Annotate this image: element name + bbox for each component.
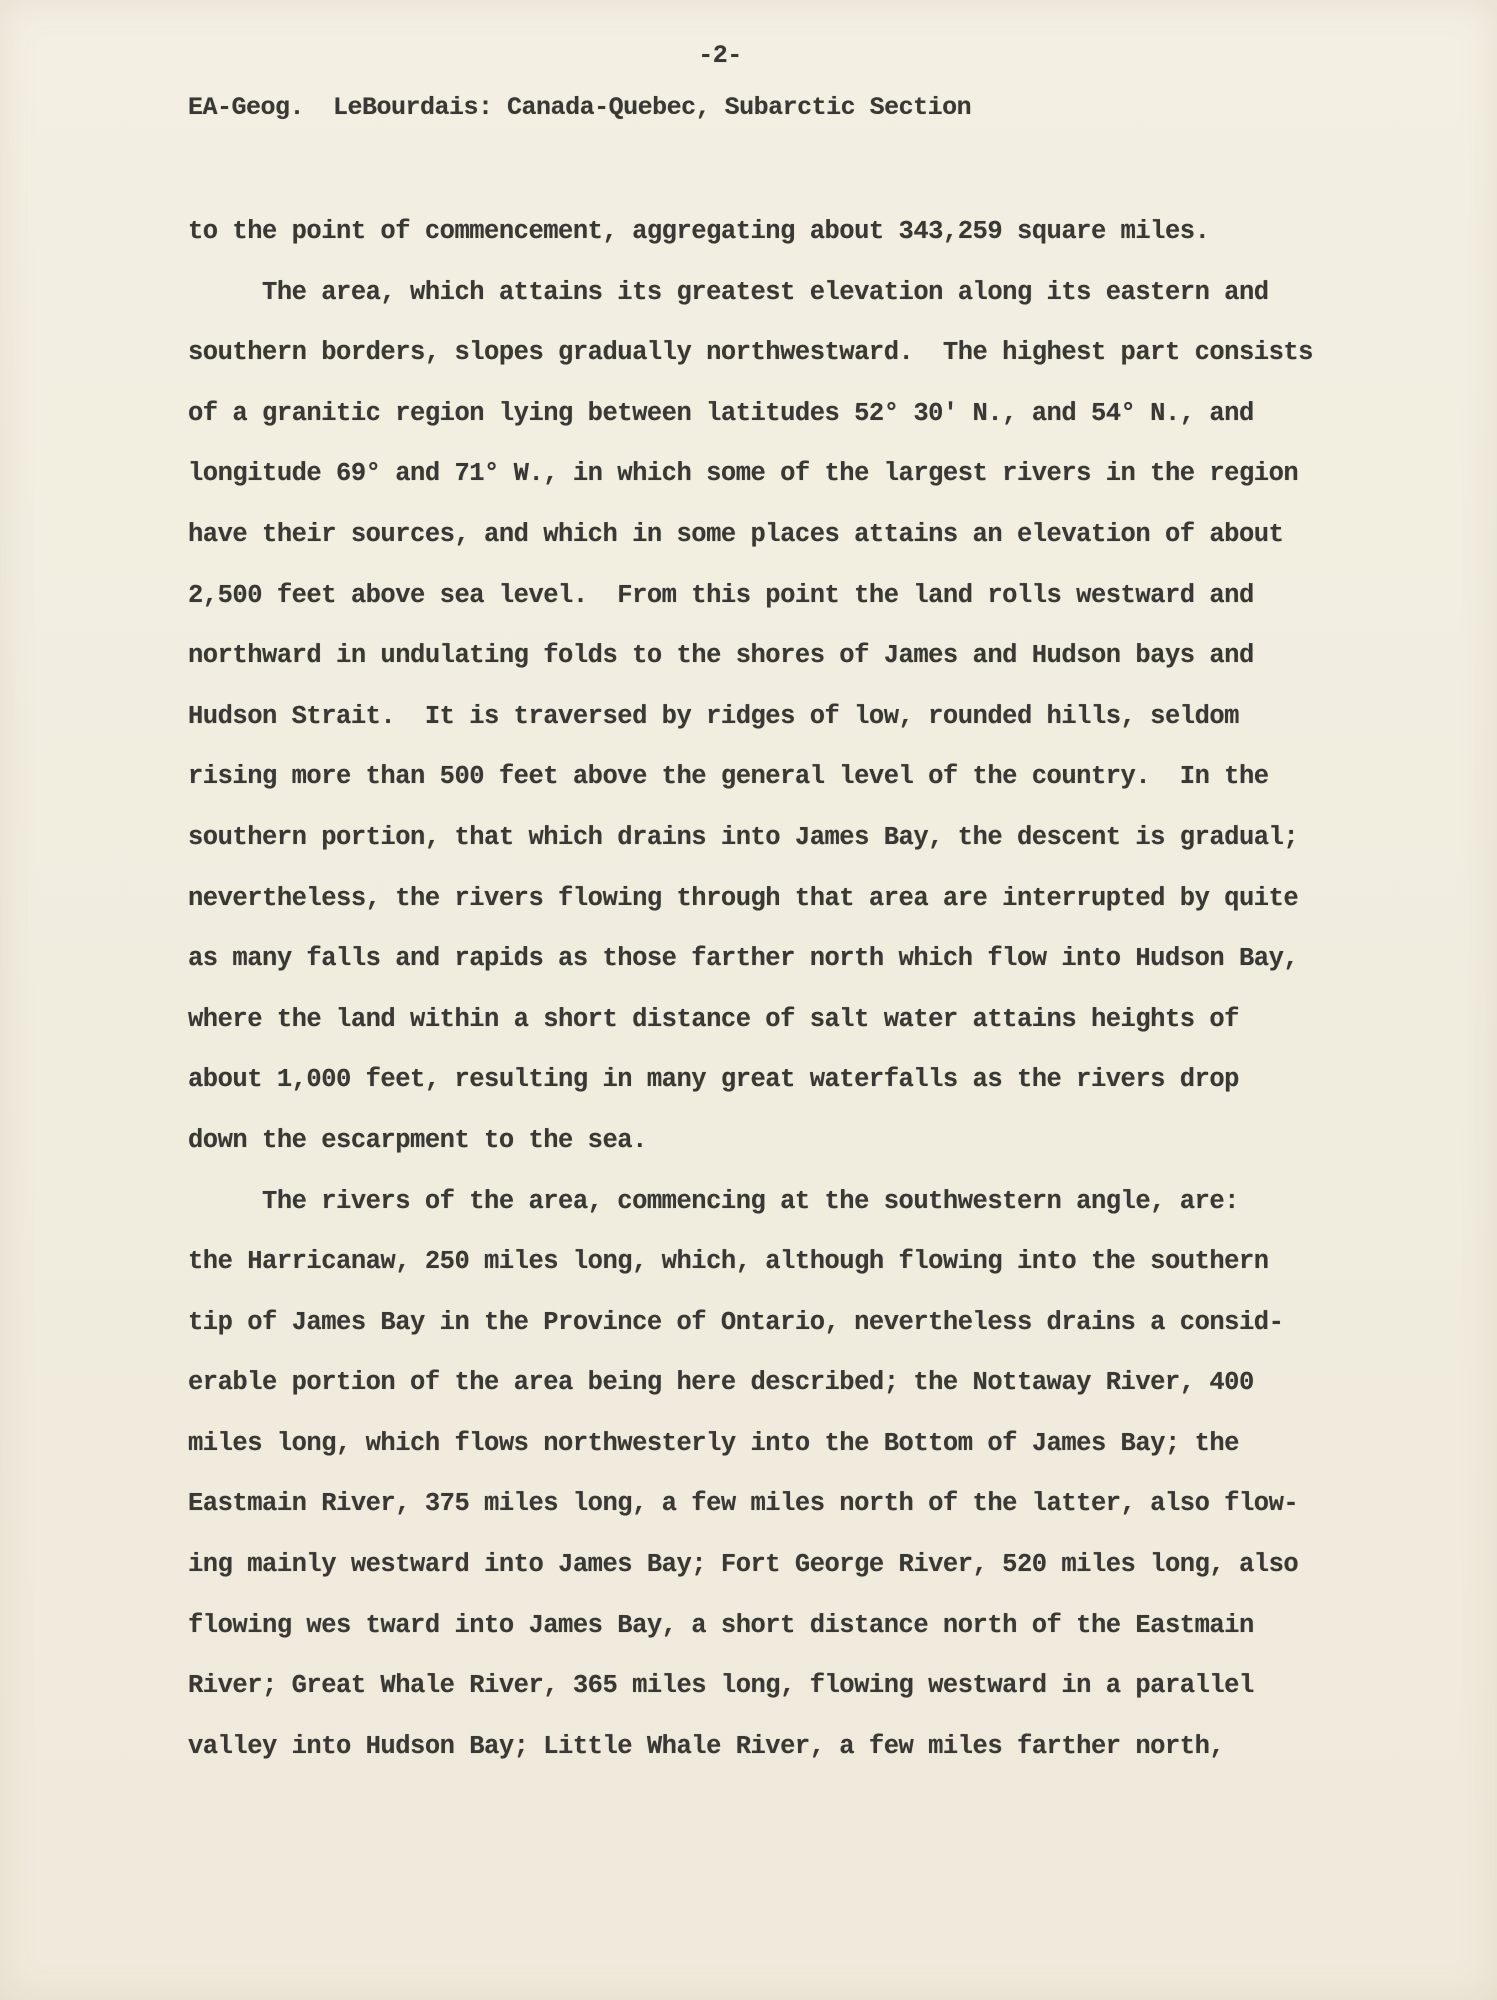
text-line: flowing wes tward into James Bay, a short distance north of the Eastmain (188, 1610, 1254, 1640)
text-line: The rivers of the area, commencing at the southwestern angle, are: (188, 1186, 1239, 1216)
text-line: erable portion of the area being here described; the Nottaway River, 400 (188, 1368, 1254, 1398)
text-line: The area, which attains its greatest elevation along its eastern and (188, 277, 1269, 307)
text-line: longitude 69° and 71° W., in which some of the largest rivers in the region (188, 459, 1299, 489)
text-line: River; Great Whale River, 365 miles long, flowing westward in a parallel (188, 1671, 1254, 1701)
text-line: 2,500 feet above sea level. From this point the land rolls westward and (188, 580, 1254, 610)
text-line: to the point of commencement, aggregating about 343,259 square miles. (188, 217, 1210, 246)
text-line: where the land within a short distance of salt water attains heights of (188, 1004, 1239, 1034)
page-number: -2- (698, 41, 742, 70)
text-line: of a granitic region lying between latitudes 52° 30' N., and 54° N., and (188, 398, 1254, 428)
text-line: miles long, which flows northwesterly into the Bottom of James Bay; the (188, 1428, 1239, 1458)
text-line: ing mainly westward into James Bay; Fort George River, 520 miles long, also (188, 1550, 1299, 1580)
text-line: valley into Hudson Bay; Little Whale River, a few miles farther north, (188, 1731, 1225, 1761)
text-line: as many falls and rapids as those farther north which flow into Hudson Bay, (188, 944, 1299, 974)
text-line: Eastmain River, 375 miles long, a few miles north of the latter, also flow- (188, 1489, 1299, 1519)
text-line: have their sources, and which in some places attains an elevation of about (188, 519, 1284, 549)
text-line: down the escarpment to the sea. (188, 1125, 647, 1155)
text-line: the Harricanaw, 250 miles long, which, although flowing into the southern (188, 1247, 1269, 1277)
text-line: rising more than 500 feet above the general level of the country. In the (188, 762, 1269, 792)
text-line: about 1,000 feet, resulting in many great waterfalls as the rivers drop (188, 1065, 1239, 1095)
text-line: southern portion, that which drains into James Bay, the descent is gradual; (188, 822, 1299, 852)
body-text (188, 212, 1388, 1787)
text-line: Hudson Strait. It is traversed by ridges of low, rounded hills, seldom (188, 701, 1239, 731)
text-line: northward in undulating folds to the shores of James and Hudson bays and (188, 641, 1254, 671)
text-line: southern borders, slopes gradually northwestward. The highest part consists (188, 338, 1313, 368)
text-line: nevertheless, the rivers flowing through that area are interrupted by quite (188, 883, 1299, 913)
running-head: EA-Geog. LeBourdais: Canada-Quebec, Subarctic Section (188, 93, 972, 122)
text-line: tip of James Bay in the Province of Ontario, nevertheless drains a consid- (188, 1307, 1284, 1337)
